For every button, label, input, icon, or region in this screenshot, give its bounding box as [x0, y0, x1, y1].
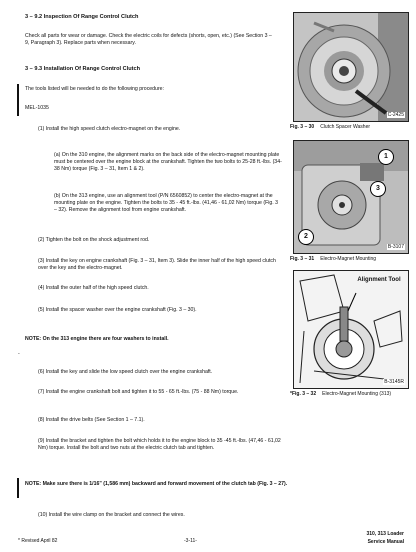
footer-model: 310, 313 Loader	[366, 531, 404, 537]
step-2: (2) Tighten the bolt on the shock adjustment rod.	[38, 237, 150, 243]
footer-manual-title: Service Manual	[367, 539, 404, 545]
section-heading-installation: 3 – 9.3 Installation Of Range Control Clutch	[25, 66, 140, 72]
step-1b: (b) On the 313 engine, use an alignment tool (P/N 6560852) to center the electro-magnet at the mounting plate on the engine. Tighten the bolts to 35 - 45 ft.-lbs. (41,46 - 61,02 Nm) torque (Fig. 3 – 32). Remove the alignment tool from engine crankshaft.	[54, 193, 279, 213]
figure-caption	[290, 256, 376, 262]
figure-number: Fig. 3 – 30	[290, 124, 315, 130]
footer-page-number: -3-11-	[184, 538, 197, 544]
change-bar	[17, 478, 19, 498]
figure-code: C-2425	[387, 112, 404, 118]
figure-title: Electro-Magnet Mounting	[320, 256, 377, 262]
step-1: (1) Install the high speed clutch electro-magnet on the engine.	[38, 126, 181, 132]
step-3: (3) Install the key on engine crankshaft (Fig. 3 – 31, Item 3). Slide the inner half of the high speed clutch over the key and the electro-magnet.	[38, 258, 276, 271]
step-6: (6) Install the key and slide the low speed clutch over the engine crankshaft.	[38, 369, 213, 375]
tool-number: MEL-1035	[25, 105, 49, 111]
change-bar	[17, 84, 19, 116]
inspection-paragraph: Check all parts for wear or damage. Check the electric coils for defects (shorts, open, etc.) (See Section 3 – 9, Paragraph 3). Replace parts when necessary.	[25, 33, 272, 46]
callout-3: 3	[370, 181, 386, 197]
step-8: (8) Install the drive belts (See Section 1 – 7.1).	[38, 417, 145, 423]
callout-1: 1	[378, 149, 394, 165]
note-313-washers: NOTE: On the 313 engine there are four washers to install.	[25, 336, 169, 342]
figure-title: Electro-Magnet Mounting (313)	[322, 391, 392, 397]
figure-caption	[290, 391, 391, 397]
section-heading-inspection: 3 – 9.2 Inspection Of Range Control Clutch	[25, 14, 139, 20]
figure-electro-magnet-mounting-313	[293, 270, 409, 389]
step-7: (7) Install the engine crankshaft bolt and tighten it to 55 - 65 ft.-lbs. (75 - 88 Nm) torque.	[38, 389, 239, 395]
step-9: (9) Install the bracket and tighten the bolt which holds it to the engine block to 35 -45 ft.-lbs. (47,46 - 61,02 Nm) torque. Install the bolt and two nuts at the electric clutch tab and tighten.	[38, 438, 281, 451]
alignment-tool-illustration	[294, 271, 408, 388]
figure-code: B-3145R	[384, 379, 404, 385]
dash-mark: -	[18, 351, 20, 357]
figure-title: Clutch Spacer Washer	[320, 124, 371, 130]
footer-revision: * Revised April 82	[18, 538, 58, 544]
step-5: (5) Install the spacer washer over the engine crankshaft (Fig. 3 – 30).	[38, 307, 197, 313]
step-10: (10) Install the wire clamp on the bracket and connect the wires.	[38, 512, 185, 518]
step-4: (4) Install the outer half of the high speed clutch.	[38, 285, 149, 291]
figure-clutch-spacer-washer	[293, 12, 409, 122]
figure-caption	[290, 124, 370, 130]
step-1a: (a) On the 310 engine, the alignment marks on the back side of the electro-magnet mounting plate must be centered over the engine block at the crankshaft. Tighten the two bolts to 25-28 ft.-lbs. (34-38 Nm) torque (Fig. 3 – 31, Item 1 & 2).	[54, 152, 282, 172]
figure-number: Fig. 3 – 31	[290, 256, 315, 262]
note-clutch-tab: NOTE: Make sure there is 1/16" (1,586 mm) backward and forward movement of the clutch tab (Fig. 3 – 27).	[25, 481, 288, 487]
clutch-spacer-washer-illustration	[294, 13, 408, 121]
tools-intro: The tools listed will be needed to do the following procedure:	[25, 86, 164, 92]
figure-code: B-3107	[387, 244, 404, 250]
alignment-tool-callout: Alignment Tool	[357, 277, 401, 283]
callout-2: 2	[298, 229, 314, 245]
figure-electro-magnet-mounting	[293, 140, 409, 254]
figure-number: *Fig. 3 – 32	[290, 391, 317, 397]
